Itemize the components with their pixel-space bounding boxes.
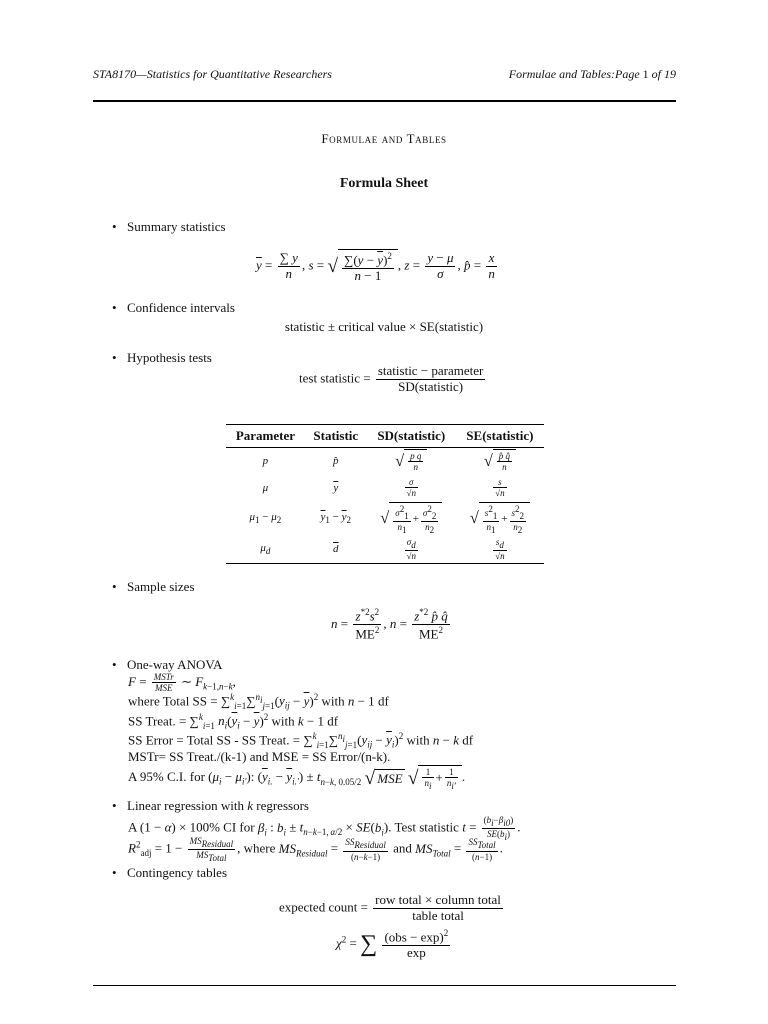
bullet-linear-regression: • Linear regression with k regressors xyxy=(114,798,309,814)
bullet-contingency-tables: • Contingency tables xyxy=(114,865,227,881)
anova-ss-error: SS Error = Total SS - SS Treat. = $\sum^k_{i=1}\sum^{n_i}_{j=1}(y_{ij} - \overline{y}_i)^2$ with n − k df xyxy=(128,731,474,750)
document-title: Formulae and Tables xyxy=(321,131,447,146)
anova-ms-line: MSTr= SS Treat./(k-1) and MSE = SS Error/(n-k). xyxy=(128,749,391,764)
header-page-info xyxy=(509,67,676,82)
anova-ci-formula: A 95% C.I. for $(\mu_i - \mu_{i'})$: $(\overline{y}_{i.} - \overline{y}_{i.'}) \pm t_{n-k, 0.05/2}$ √ MSE √ $\frac{1}{n_i}$ + $\frac{1}{n_{i'}}$ . xyxy=(128,767,466,792)
table-row: $\mu_d$ $\overline{d}$ $\frac{\sigma_d}{√n}$ $\frac{s_d}{√n}$ xyxy=(226,536,544,564)
table-header-cell: SD(statistic) xyxy=(367,425,456,448)
bullet-confidence-intervals: • Confidence intervals xyxy=(114,300,235,316)
bullet-hypothesis-tests: • Hypothesis tests xyxy=(114,350,212,366)
ci-formula: statistic ± critical value × SE(statistic) xyxy=(284,319,484,334)
anova-f-formula: F = $\frac{\text{MSTr}}{\text{MSE}}$ ∼ $F_{k-1,n-k}$, xyxy=(128,672,236,694)
header-page-of: of xyxy=(651,67,661,81)
table-row: μ $\overline{y}$ $\frac{\sigma}{√n}$ $\frac{s}{√n}$ xyxy=(262,476,505,498)
summary-formulas: $\overline{y}$ = $\frac{\sum y}{n}$ , s = √ $\frac{\sum(y - \overline{y})^2}{n - 1}$ , z = $\frac{y - \mu}{\sigma}$ , p̂ = $\frac{x}{n}$ xyxy=(256,250,495,284)
header-course: STA8170—Statistics for Quantitative Researchers xyxy=(93,67,332,81)
bullet-one-way-anova: • One-way ANOVA xyxy=(114,657,222,673)
anova-total-ss: where Total SS = $\sum^k_{i=1}\sum^{n_i}_{j=1}(y_{ij} - \overline{y})^2$ with n − 1 df xyxy=(128,692,389,711)
regression-ci: A (1 − α) × 100% CI for $\beta_i$ : $b_i \pm t_{n-k-1, \alpha/2} \times SE(b_i)$. Test statistic t = $\frac{(b_i-\beta_{i0})}{SE(b_i)}$ . xyxy=(128,815,521,842)
sample-size-formulas: n = $\frac{z^{*2}s^2}{ME^2}$ , n = $\frac{z^{*2} p̂ q̂}{ME^2}$ xyxy=(331,607,448,642)
parameter-table xyxy=(226,424,544,564)
header-page-prefix: Formulae and Tables:Page xyxy=(508,67,640,81)
regression-r2-adj: $R^2_{adj} = 1$ − $\frac{MS_{Residual}}{MS_{Total}}$ , where $MS_{Residual}$ = $\frac{SS_{Residual}}{(n-k-1)}$ and $MS_{Total}$ = $\frac{SS_{Total}}{(n-1)}$ . xyxy=(128,836,503,863)
header-page-number: 1 xyxy=(642,67,649,81)
table-header-cell: Parameter xyxy=(226,425,305,448)
table-header-cell: Statistic xyxy=(305,425,367,448)
table-header-row xyxy=(226,425,544,448)
table-row: p p̂ √ $\frac{\text{p q}}{n}$ √ $\frac{p̂ q̂}{n}$ xyxy=(226,448,544,474)
bullet-summary-statistics: • Summary statistics xyxy=(114,219,226,235)
test-statistic-formula: test statistic = $\frac{\text{statistic − parameter}}{\text{SD(statistic)}}$ xyxy=(299,363,484,394)
anova-ss-treat: SS Treat. = ∑$^k_{i=1}$ $n_i(\overline{y}_i - \overline{y})^2$ with k − 1 df xyxy=(128,712,339,731)
footer-rule xyxy=(93,985,676,986)
bullet-sample-sizes: • Sample sizes xyxy=(114,579,195,595)
table-header-cell: SE(statistic) xyxy=(456,425,544,448)
header-rule xyxy=(93,100,676,102)
expected-count-formula: expected count = $\frac{\text{row total × column total}}{\text{table total}}$ xyxy=(279,892,501,923)
formula-sheet-heading: Formula Sheet xyxy=(339,176,429,191)
table-row: $\mu_1 - \mu_2$ $\overline{y}_1 - \overline{y}_2$ √ $\frac{\sigma^2_1}{n_1}$ + $\frac{\sigma^2_2}{n_2}$ √ $\frac{s^2_1}{n_1}$ + $\frac{s^2_2}{n_2}$ xyxy=(226,502,544,536)
chi-square-formula: $\chi^2$ = ∑ $\frac{(obs - \exp)^2}{\exp}$ xyxy=(336,928,449,961)
header-page-total: 19 xyxy=(664,67,676,81)
